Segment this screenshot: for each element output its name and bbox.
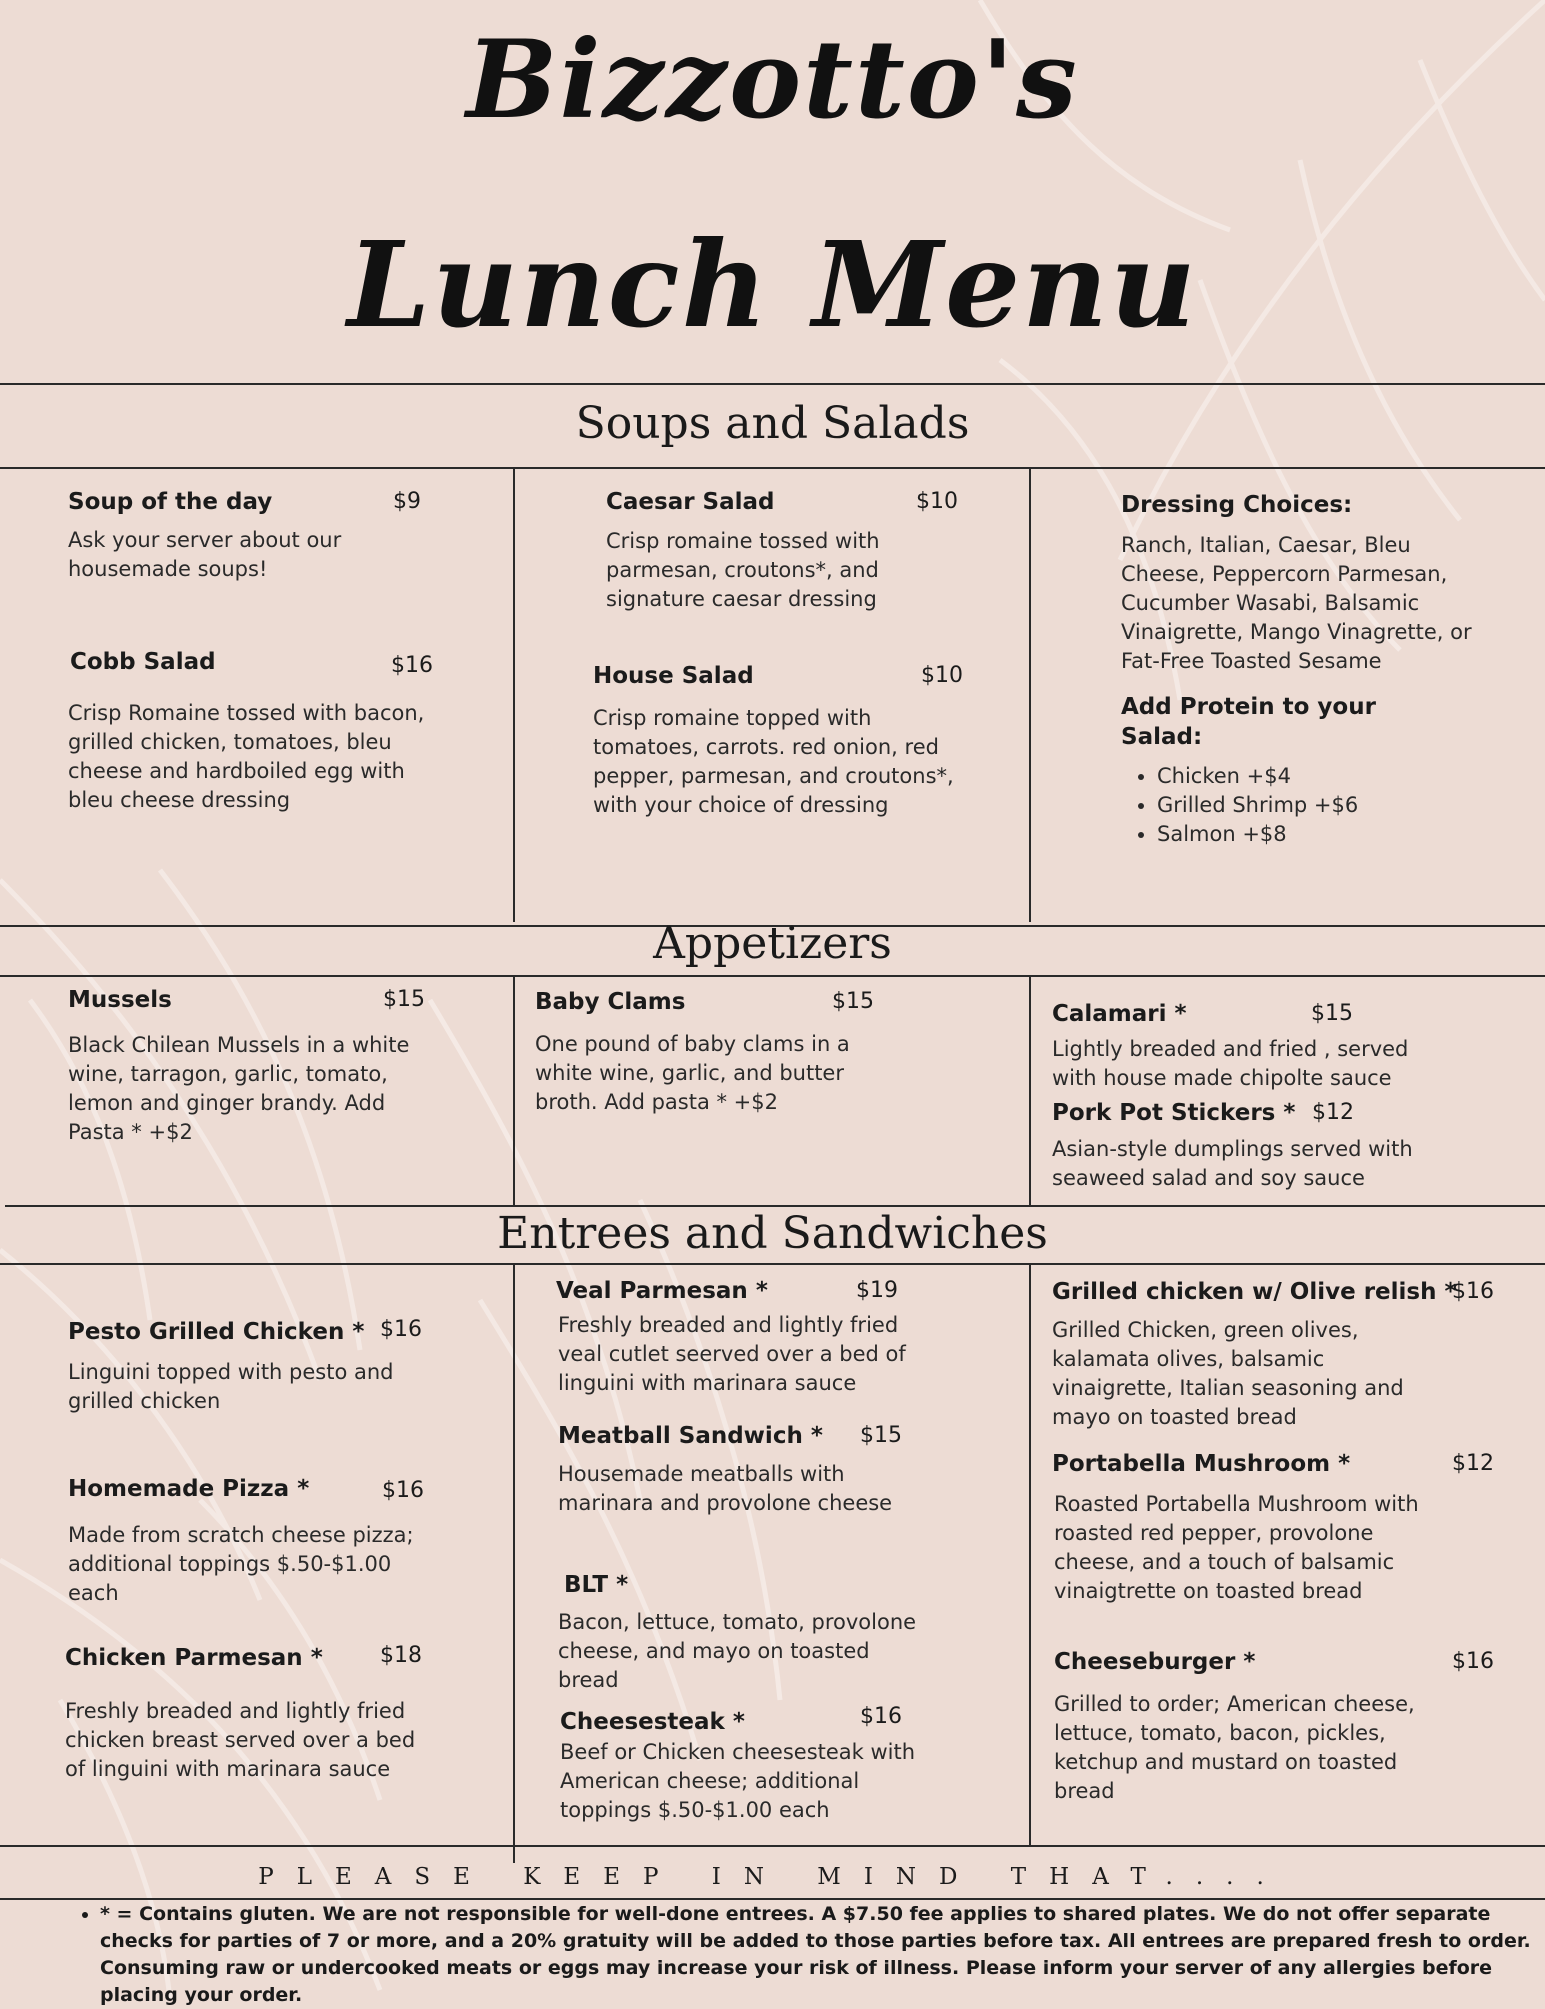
dressing-list: Ranch, Italian, Caesar, Bleu Cheese, Peppercorn Parmesan, Cucumber Wasabi, Balsamic Vinaigrette, Mango Vinagrette, or Fat-Free Toasted Sesame [1121,533,1472,673]
item-price: $10 [916,489,958,514]
item-description: Grilled Chicken, green olives, kalamata olives, balsamic vinaigrette, Italian seasoning and mayo on toasted bread [1052,1318,1404,1429]
menu-title: Lunch Menu [347,215,1198,354]
divider-line [0,1263,1545,1265]
section-title-soups-salads: Soups and Salads [575,398,970,449]
item-name: Pesto Grilled Chicken * [68,1319,365,1345]
item-price: $15 [1311,1001,1353,1026]
item-price: $18 [380,1643,422,1668]
section-title-entrees: Entrees and Sandwiches [497,1208,1048,1259]
column-divider [1029,975,1031,1205]
item-name: Cobb Salad [70,649,216,675]
item-name: BLT * [564,1572,629,1598]
item-description: Crisp Romaine tossed with bacon, grilled chicken, tomatoes, bleu cheese and hardboiled egg with bleu cheese dressing [68,701,425,812]
column-divider [513,467,515,922]
item-name: Pork Pot Stickers * [1052,1100,1296,1126]
divider-line [0,383,1545,385]
item-price: $16 [380,1317,422,1342]
item-price: $16 [391,653,433,678]
item-price: $16 [860,1704,902,1729]
notice-list [70,1901,1540,2009]
item-description: Black Chilean Mussels in a white wine, tarragon, garlic, tomato, lemon and ginger brandy. Add Pasta * +$2 [68,1033,410,1144]
item-description: Grilled to order; American cheese, lettuce, tomato, bacon, pickles, ketchup and mustard on toasted bread [1054,1692,1415,1803]
item-price: $15 [860,1423,902,1448]
protein-option: • Grilled Shrimp +$6 [1157,791,1358,820]
restaurant-name: Bizzotto's [466,17,1079,143]
item-name: Grilled chicken w/ Olive relish * [1052,1279,1457,1305]
item-price: $16 [382,1478,424,1503]
item-price: $12 [1312,1100,1354,1125]
item-name: Calamari * [1052,1001,1187,1027]
divider-line [0,467,1545,469]
column-divider [1029,467,1031,922]
item-name: Meatball Sandwich * [558,1423,823,1449]
item-price: $10 [921,663,963,688]
section-title-appetizers: Appetizers [653,918,892,969]
protein-list [1121,762,1358,849]
item-price: $9 [393,489,421,514]
item-description: Roasted Portabella Mushroom with roasted red pepper, provolone cheese, and a touch of balsamic vinaigtrette on toasted bread [1054,1492,1419,1603]
item-name: Cheesesteak * [560,1709,745,1735]
item-name: Veal Parmesan * [556,1278,768,1304]
column-divider [513,975,515,1205]
item-name: Caesar Salad [606,489,775,515]
item-price: $12 [1452,1451,1494,1476]
item-price: $19 [856,1278,898,1303]
item-price: $16 [1452,1649,1494,1674]
item-price: $15 [832,989,874,1014]
item-name: Mussels [68,987,172,1013]
item-description: Linguini topped with pesto and grilled chicken [68,1360,394,1413]
item-description: One pound of baby clams in a white wine, garlic, and butter broth. Add pasta * +$2 [535,1032,850,1114]
item-description: Crisp romaine topped with tomatoes, carrots. red onion, red pepper, parmesan, and croutons*, with your choice of dressing [593,706,954,817]
notice-heading: PLEASE KEEP IN MIND THAT.... [258,1864,1287,1890]
item-description: Lightly breaded and fried , served with house made chipolte sauce [1052,1037,1409,1090]
protein-option: • Salmon +$8 [1157,820,1358,849]
item-name: Cheeseburger * [1054,1649,1256,1675]
item-description: Freshly breaded and lightly fried veal cutlet seerved over a bed of linguini with marinara sauce [558,1313,906,1395]
item-name: Portabella Mushroom * [1052,1451,1351,1477]
item-price: $15 [383,987,425,1012]
item-description: Crisp romaine tossed with parmesan, croutons*, and signature caesar dressing [606,529,880,611]
notice-text: • * = Contains gluten. We are not responsible for well-done entrees. A $7.50 fee applies to shared plates. We do not offer separate checks for parties of 7 or more, and a 20% gratuity will be added to those parties before tax. All entrees are prepared fresh to order. Consuming raw or undercooked meats or eggs may increase your risk of illness. Please inform your server of any allergies before placing your order. [100,1901,1540,2009]
column-divider [1029,1263,1031,1845]
item-description: Beef or Chicken cheesesteak with American cheese; additional toppings $.50-$1.00 each [560,1740,916,1822]
protein-title: Add Protein to your Salad: [1121,694,1376,750]
item-price: $16 [1452,1279,1494,1304]
item-name: Soup of the day [68,489,273,515]
protein-option: • Chicken +$4 [1157,762,1358,791]
item-name: Baby Clams [535,989,686,1015]
dressing-title: Dressing Choices: [1121,492,1353,518]
column-divider [513,1263,515,1863]
item-name: House Salad [593,663,754,689]
item-description: Made from scratch cheese pizza; additional toppings $.50-$1.00 each [68,1523,414,1605]
item-description: Ask your server about our housemade soups! [68,528,342,581]
divider-line [0,1845,1545,1847]
item-description: Asian-style dumplings served with seaweed salad and soy sauce [1052,1137,1413,1190]
item-name: Chicken Parmesan * [65,1645,323,1671]
divider-line [0,975,1545,977]
item-description: Freshly breaded and lightly fried chicken breast served over a bed of linguini with marinara sauce [65,1699,416,1781]
item-name: Homemade Pizza * [68,1476,310,1502]
divider-line [0,1898,1545,1900]
item-description: Bacon, lettuce, tomato, provolone cheese, and mayo on toasted bread [558,1610,917,1692]
item-description: Housemade meatballs with marinara and provolone cheese [558,1462,893,1515]
